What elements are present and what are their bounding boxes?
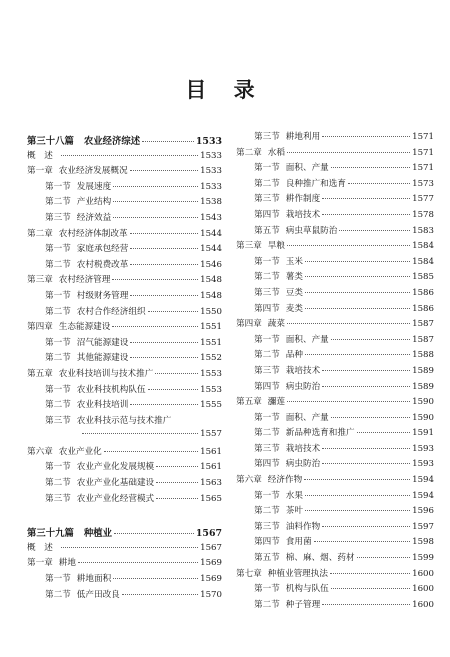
toc-entry-number: 第一节 [254,412,280,423]
toc-entry-title: 农业产业化基础建设 [76,478,155,489]
toc-entry-page: 1577 [412,194,434,205]
dot-leader [113,578,198,579]
toc-entry-title: 农业科技机构队伍 [76,384,146,395]
toc-entry [236,380,434,396]
dot-leader [305,308,410,309]
toc-entry-title: 生态能源建设 [58,322,111,333]
dot-leader [322,448,410,449]
toc-entry-page: 1598 [412,537,434,548]
toc-entry-title: 品种 [285,350,303,361]
dot-leader [304,479,410,480]
toc-entry-page: 1557 [200,429,222,440]
toc-entry [236,302,434,318]
toc-entry [236,567,434,583]
toc-entry-title: 耕地面积 [76,574,112,585]
dot-leader [130,170,199,171]
dot-leader [156,498,198,499]
toc-entry [27,211,222,227]
toc-entry [236,457,434,473]
toc-entry-number: 第二节 [254,178,280,189]
toc-entry-title: 沼气能源建设 [76,337,129,348]
toc-entry-title: 农业产业化经营模式 [76,493,155,504]
toc-entry-page: 1553 [200,384,222,395]
toc-entry [27,289,222,305]
toc-entry-number: 第二节 [45,259,71,270]
toc-entry [236,489,434,505]
toc-entry-page: 1586 [412,287,434,298]
toc-entry-title: 农村经济管理 [58,275,111,286]
toc-entry [236,224,434,240]
dot-leader [130,264,198,265]
dot-leader [322,526,410,527]
dot-leader [305,292,410,293]
toc-entry [236,333,434,349]
toc-entry-number: 第二章 [27,228,53,239]
toc-entry-number: 第五节 [254,553,280,564]
toc-entry-number: 第三章 [236,241,262,252]
toc-entry [27,180,222,196]
toc-entry-page: 1578 [412,209,434,220]
toc-entry-number: 第二节 [45,589,71,600]
toc-entry-page: 1590 [412,397,434,408]
toc-entry-number: 第三节 [254,287,280,298]
toc-entry [27,227,222,243]
toc-entry [236,270,434,286]
toc-entry [236,255,434,271]
dot-leader [142,141,194,142]
toc-entry-title: 低产田改良 [76,589,120,600]
toc-entry [27,305,222,321]
dot-leader [130,233,199,234]
toc-entry-number: 第一节 [254,163,280,174]
toc-entry-number: 概 述 [27,542,53,553]
toc-entry-title: 农村合作经济组织 [76,306,146,317]
toc-entry-page: 1600 [412,568,434,579]
toc-entry-number: 第三节 [254,132,280,142]
dot-leader [155,373,198,374]
toc-entry-page: 1587 [412,319,434,330]
toc-entry-number: 第二节 [45,197,71,208]
toc-entry-title: 病虫草鼠防治 [285,225,338,236]
toc-entry-title: 农业经济综述 [83,136,141,147]
toc-entry-title: 薯类 [285,272,303,283]
toc-entry-page: 1597 [412,521,434,532]
toc-entry-title: 种子管理 [285,599,321,610]
toc-entry-page: 1594 [412,490,434,501]
toc-entry-title: 农村经济体制改革 [58,228,128,239]
dot-leader [61,547,198,548]
toc-entry [27,445,222,461]
toc-entry-title: 豆类 [285,287,303,298]
toc-entry-number: 第五节 [254,225,280,236]
dot-leader [287,323,410,324]
toc-entry-page: 1589 [412,381,434,392]
toc-entry-page: 1596 [412,506,434,517]
toc-entry-page: 1594 [412,475,434,486]
toc-entry-title: 油料作物 [285,521,321,532]
toc-entry-number: 第一节 [45,462,71,473]
toc-entry-number: 第三节 [45,493,71,504]
toc-entry-page: 1551 [200,337,222,348]
toc-entry [236,395,434,411]
toc-entry [27,556,222,572]
dot-leader [287,401,410,402]
toc-entry-number: 第四节 [254,459,280,470]
toc-entry [27,336,222,352]
dot-leader [148,389,199,390]
toc-entry-number: 第二节 [45,353,71,364]
toc-entry-number: 第二节 [254,350,280,361]
toc-entry-page: 1551 [200,322,222,333]
toc-entry-title: 农业科技培训与技术推广 [58,368,154,379]
toc-entry [236,161,434,177]
toc-entry-title: 水果 [285,490,303,501]
toc-entry-page: 1593 [412,443,434,454]
toc-entry-title: 病虫防治 [285,381,321,392]
toc-entry [236,177,434,193]
toc-entry-page: 1543 [200,212,222,223]
toc-entry-number: 第一章 [27,558,53,569]
toc-entry-title: 食用菌 [285,537,312,548]
toc-entry-title: 茶叶 [285,506,303,517]
toc-entry-page: 1584 [412,241,434,252]
toc-entry-number: 第二节 [254,428,280,439]
toc-entry [236,208,434,224]
toc-entry-title: 种植业管理执法 [267,568,328,579]
toc-entry [27,492,222,508]
toc-entry-title: 玉米 [285,256,303,267]
toc-entry-page: 1555 [200,400,222,411]
toc-entry [27,476,222,492]
dot-leader [104,451,198,452]
toc-entry-title: 农村税费改革 [76,259,129,270]
toc-entry-page: 1552 [200,353,222,364]
toc-entry-number: 第六章 [27,446,53,457]
toc-entry-title: 水稻 [267,147,285,158]
toc-entry-number: 第三十九篇 [27,528,74,540]
dot-leader [314,541,411,542]
dot-leader [322,198,410,199]
toc-entry-page: 1550 [200,306,222,317]
toc-entry [236,442,434,458]
toc-entry-title: 面积、产量 [285,334,329,345]
toc-entry-number: 第七章 [236,568,262,579]
toc-entry-title: 耕作制度 [285,194,321,205]
toc-entry-number: 第五章 [236,397,262,408]
dot-leader [331,588,410,589]
toc-entry-page: 1571 [412,147,434,158]
toc-entry-title: 病虫防治 [285,459,321,470]
dot-leader [322,136,410,137]
toc-entry-title: 耕地利用 [285,132,321,142]
dot-leader [156,482,198,483]
dot-leader [287,152,410,153]
toc-entry-title: 家庭承包经营 [76,244,129,255]
toc-entry-number: 第三节 [45,415,71,426]
toc-entry-number: 第四章 [27,322,53,333]
toc-entry-page: 1533 [200,166,222,177]
toc-entry-number: 第三节 [254,365,280,376]
toc-entry-page: 1553 [200,368,222,379]
toc-entry-page: 1544 [200,244,222,255]
toc-entry [236,286,434,302]
toc-entry-number: 第三节 [254,194,280,205]
toc-entry [236,411,434,427]
dot-leader [322,370,410,371]
toc-entry-number: 第二节 [254,506,280,517]
toc-entry [236,239,434,255]
dot-leader [130,357,198,358]
toc-entry [27,572,222,588]
toc-entry-page: 1584 [412,256,434,267]
toc-entry [27,588,222,604]
toc-entry [236,582,434,598]
toc-entry-title: 村级财务管理 [76,290,129,301]
toc-entry-page: 1548 [200,275,222,286]
dot-leader [112,326,198,327]
toc-entry-number: 第三章 [27,275,53,286]
toc-entry-page: 1561 [200,462,222,473]
toc-entry-page: 1600 [412,584,434,595]
dot-leader [322,463,410,464]
dot-leader [339,230,410,231]
toc-entry-number: 第二节 [45,478,71,489]
toc-entry-page: 1599 [412,553,434,564]
toc-entry-number: 第四节 [254,303,280,314]
dot-leader [130,342,198,343]
toc-entry [236,192,434,208]
toc-entry-title: 良种推广和选育 [285,178,346,189]
toc-entry-page: 1586 [412,303,434,314]
toc-entry-number: 第四节 [254,537,280,548]
toc-entry-number: 第一章 [27,166,53,177]
toc-entry-page: 1570 [200,589,222,600]
toc-entry-title: 栽培技术 [285,443,321,454]
dot-leader [61,155,198,156]
dot-leader [113,186,198,187]
toc-entry [236,598,434,614]
toc-entry-number: 第一节 [45,574,71,585]
toc-entry [236,551,434,567]
dot-leader [322,604,410,605]
toc-entry-title: 经济效益 [76,212,112,223]
toc-entry [27,164,222,180]
dot-leader [305,276,410,277]
dot-leader [148,311,199,312]
toc-entry-number: 第二节 [254,599,280,610]
toc-entry-page: 1588 [412,350,434,361]
toc-entry-page: 1569 [200,558,222,569]
toc-entry-page: 1561 [200,446,222,457]
dot-leader [348,183,410,184]
toc-entry [27,320,222,336]
toc-entry [27,351,222,367]
toc-entry-page: 1567 [195,528,222,540]
toc-entry-page: 1587 [412,334,434,345]
toc-entry [27,242,222,258]
dot-leader [114,533,194,534]
toc-entry [236,426,434,442]
dot-leader [330,573,410,574]
toc-entry-page: 1533 [200,150,222,161]
toc-entry [27,414,222,430]
toc-entry-title: 机构与队伍 [285,584,329,595]
toc-entry-page: 1544 [200,228,222,239]
toc-entry-number: 第四节 [254,209,280,220]
toc-entry-number: 第三十八篇 [27,136,74,147]
toc-entry [236,130,434,146]
toc-entry-title: 农业产业化 [58,446,102,457]
toc-entry [27,398,222,414]
dot-leader [305,261,410,262]
toc-entry-title: 发展速度 [76,181,112,192]
toc-entry-title: 面积、产量 [285,163,329,174]
dot-leader [130,295,198,296]
toc-entry [27,460,222,476]
toc-entry-number: 第一节 [254,256,280,267]
toc-entry-page: 1571 [412,163,434,174]
toc-entry [27,133,222,149]
toc-entry-page: 1585 [412,272,434,283]
toc-entry [236,364,434,380]
toc-right-column [236,130,434,613]
toc-entry [27,541,222,557]
toc-entry [27,525,222,541]
toc-entry [27,149,222,165]
toc-entry [27,429,222,445]
dot-leader [331,417,410,418]
toc-entry-title: 耕地 [58,558,76,569]
toc-entry-number: 第二节 [45,400,71,411]
toc-entry [236,317,434,333]
toc-entry [236,520,434,536]
toc-entry [236,535,434,551]
toc-left-column [27,130,222,603]
toc-entry-page: 1548 [200,290,222,301]
toc-entry-number: 第二章 [236,147,262,158]
toc-entry-number: 第一节 [254,584,280,595]
toc-entry [236,348,434,364]
toc-entry-number: 第三节 [254,521,280,532]
toc-entry-page: 1546 [200,259,222,270]
toc-entry-page: 1569 [200,574,222,585]
toc-entry-title: 麦类 [285,303,303,314]
dot-leader [305,495,410,496]
toc-entry-page: 1590 [412,412,434,423]
dot-leader [78,562,198,563]
toc-entry-page: 1565 [200,493,222,504]
dot-leader [322,386,410,387]
toc-entry-number: 第三节 [254,443,280,454]
toc-entry-number: 第三节 [45,212,71,223]
page-title: 目 录 [185,78,265,102]
dot-leader [130,248,198,249]
toc-entry-page: 1589 [412,365,434,376]
toc-entry-number: 第五章 [27,368,53,379]
toc-entry-number: 第一节 [254,334,280,345]
dot-leader [331,167,410,168]
dot-leader [305,354,410,355]
dot-leader [357,432,411,433]
toc-entry-title: 面积、产量 [285,412,329,423]
dot-leader [287,245,410,246]
toc-entry [27,273,222,289]
toc-entry-page: 1563 [200,478,222,489]
toc-entry-title: 旱粮 [267,241,285,252]
toc-entry-title: 棉、麻、烟、药材 [285,553,355,564]
toc-entry-title: 经济作物 [267,475,303,486]
toc-entry-page: 1533 [200,181,222,192]
toc-entry-title: 栽培技术 [285,365,321,376]
toc-entry-title: 栽培技术 [285,209,321,220]
toc-entry-number: 第一节 [45,337,71,348]
toc-entry-title: 产业结构 [76,197,112,208]
toc-entry [236,473,434,489]
toc-entry-page: 1571 [412,132,434,142]
toc-entry-title: 瀰莲 [267,397,285,408]
dot-leader [113,201,198,202]
toc-entry-number: 第一节 [45,181,71,192]
dot-leader [112,279,198,280]
toc-entry-page: 1591 [412,428,434,439]
toc-entry [236,504,434,520]
toc-entry-page: 1593 [412,459,434,470]
toc-entry-title: 种植业 [83,528,113,540]
toc-entry-title: 新品种选育和推广 [285,428,355,439]
dot-leader [130,404,198,405]
toc-entry-page: 1600 [412,599,434,610]
toc-entry [27,367,222,383]
toc-entry-title: 蔬菜 [267,319,285,330]
toc-entry-number: 第一节 [45,244,71,255]
dot-leader [122,594,198,595]
toc-entry-page: 1583 [412,225,434,236]
dot-leader [82,433,198,434]
toc-entry-number: 第一节 [254,490,280,501]
dot-leader [305,510,410,511]
toc-entry [27,195,222,211]
toc-entry-number: 第二节 [254,272,280,283]
toc-entry-title: 农业产业化发展规模 [76,462,155,473]
toc-entry-page: 1533 [195,136,222,147]
toc-entry-number: 第二节 [45,306,71,317]
toc-entry [236,146,434,162]
toc-entry-number: 第四节 [254,381,280,392]
toc-entry-title: 农业科技示范与技术推广 [76,415,172,426]
toc-entry-number: 概 述 [27,150,53,161]
toc-entry-number: 第一节 [45,384,71,395]
dot-leader [113,217,198,218]
toc-entry [27,258,222,274]
toc-entry-title: 农业科技培训 [76,400,129,411]
dot-leader [322,214,410,215]
toc-entry-title: 其他能源建设 [76,353,129,364]
toc-entry [27,383,222,399]
toc-entry-title: 农业经济发展概况 [58,166,128,177]
toc-entry-number: 第一节 [45,290,71,301]
dot-leader [357,557,411,558]
dot-leader [156,466,198,467]
dot-leader [331,339,410,340]
toc-entry-page: 1567 [200,542,222,553]
toc-entry-number: 第六章 [236,475,262,486]
toc-entry-number: 第四章 [236,319,262,330]
toc-entry-page: 1538 [200,197,222,208]
toc-entry-page: 1573 [412,178,434,189]
